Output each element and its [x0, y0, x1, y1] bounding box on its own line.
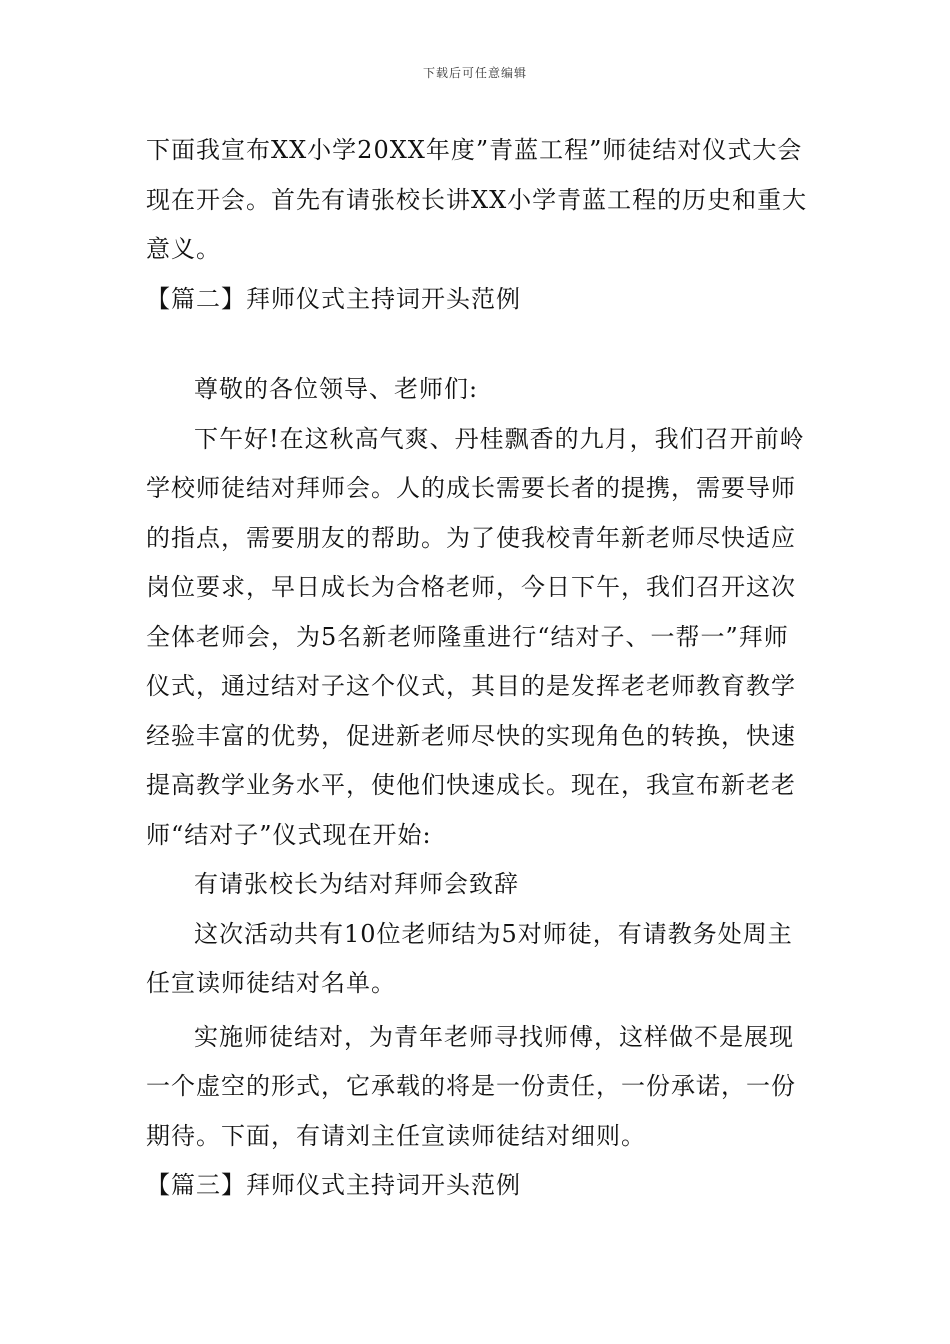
- paragraph-salutation: 尊敬的各位领导、老师们:: [194, 375, 479, 403]
- document-body: [146, 126, 810, 1211]
- paragraph-pairing-rules: 实施师徒结对，为青年老师寻找师傅，这样做不是展现一个虚空的形式，它承载的将是一份责任，一份承诺，一份期待。下面，有请刘主任宣读师徒结对细则。: [146, 1022, 796, 1150]
- section-heading-part-three: 【篇三】拜师仪式主持词开头范例: [146, 1171, 521, 1199]
- page-header-note: 下载后可任意编辑: [422, 66, 527, 80]
- paragraph-opening-announcement: 下面我宣布XX小学20XX年度”青蓝工程”师徒结对仪式大会现在开会。首先有请张校长讲XX小学青蓝工程的历史和重大意义。: [146, 136, 808, 263]
- section-heading-part-two: 【篇二】拜师仪式主持词开头范例: [146, 284, 521, 313]
- paragraph-principal-speech: 有请张校长为结对拜师会致辞: [194, 870, 519, 898]
- paragraph-pairing-list: 这次活动共有10位老师结为5对师徒，有请教务处周主任宣读师徒结对名单。: [146, 919, 793, 997]
- spacer: [146, 324, 810, 365]
- paragraph-greeting-body: 下午好!在这秋高气爽、丹桂飘香的九月，我们召开前岭学校师徒结对拜师会。人的成长需要长者的提携，需要导师的指点，需要朋友的帮助。为了使我校青年新老师尽快适应岗位要求，早日成长为合格老师，今日下午，我们召开这次全体老师会，为5名新老师隆重进行“结对子、一帮一”拜师仪式，通过结对子这个仪式，其目的是发挥老老师教育教学经验丰富的优势，促进新老师尽快的实现角色的转换，快速提高教学业务水平，使他们快速成长。现在，我宣布新老老师“结对子”仪式现在开始:: [146, 424, 805, 849]
